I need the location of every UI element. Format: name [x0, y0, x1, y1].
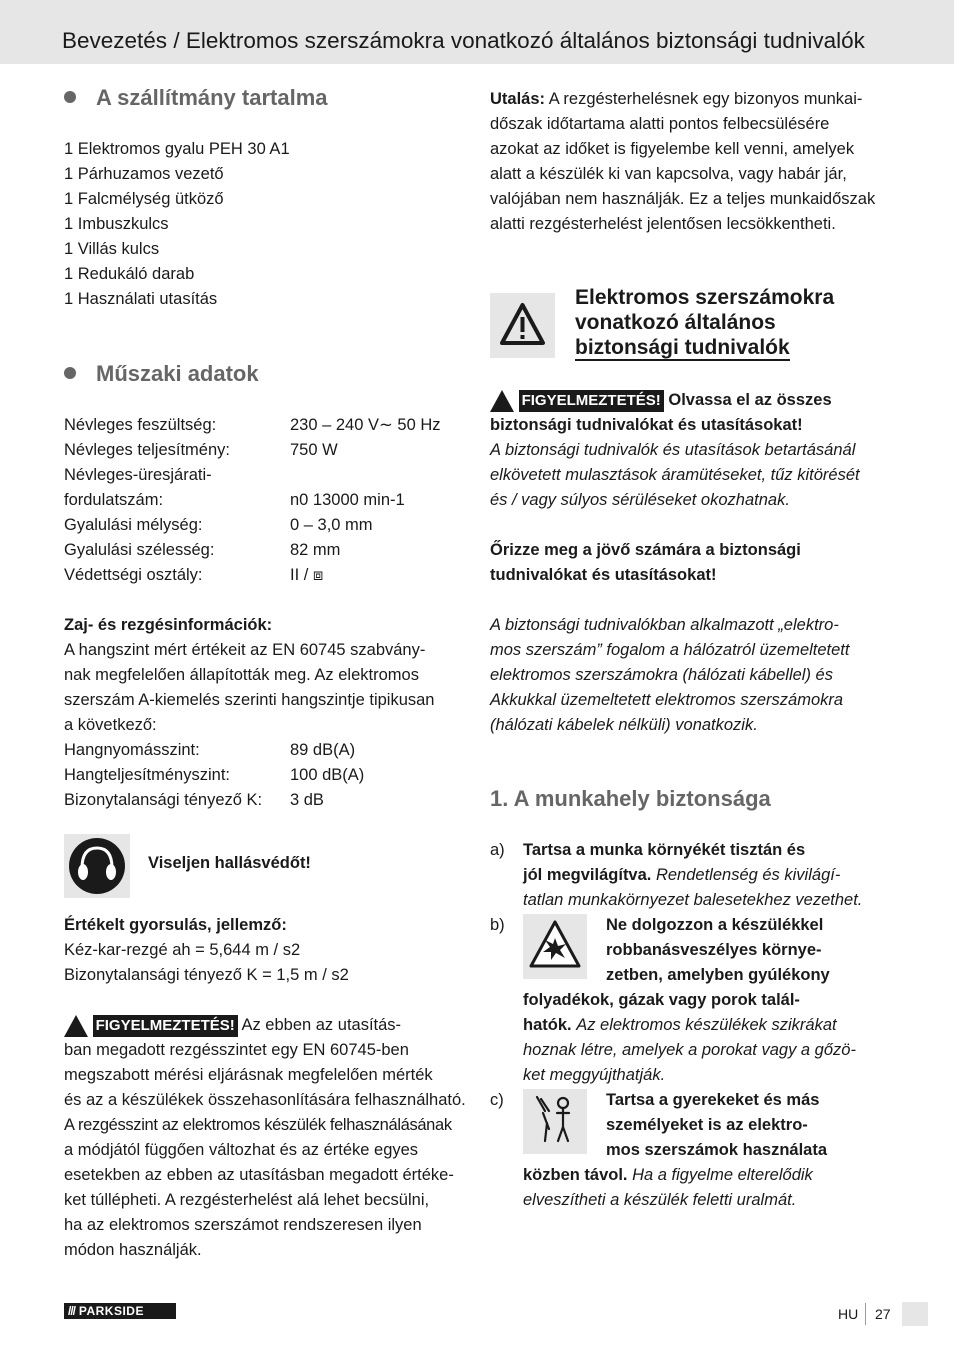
- safety-warning-text: A biztonsági tudnivalók és utasítások betartásánál: [490, 441, 856, 459]
- workplace-heading: 1. A munkahely biztonsága: [490, 786, 771, 811]
- warning-tag: FIGYELMEZTETÉS!: [519, 390, 664, 412]
- spec-value: II / ⧈: [290, 566, 324, 584]
- item-b-line: folyadékok, gázak vagy porok talál-: [523, 991, 800, 1009]
- spec-value: n0 13000 min-1: [290, 491, 405, 509]
- spec-label: Névleges-üresjárati-: [64, 466, 212, 484]
- safety-title-line: biztonsági tudnivalók: [575, 336, 790, 359]
- safety-warning-first: FIGYELMEZTETÉS! Olvassa el az összes: [490, 388, 900, 413]
- noise-table: [64, 738, 464, 813]
- specs-table: [64, 413, 464, 588]
- item-b-line: robbanásveszélyes környe-: [606, 941, 822, 959]
- list-item: 1 Imbuszkulcs: [64, 215, 169, 233]
- item-c-line: közben távol. Ha a figyelme elterelődik: [523, 1166, 813, 1184]
- warning-tag: FIGYELMEZTETÉS!: [93, 1015, 238, 1037]
- spec-label: Névleges feszültség:: [64, 416, 217, 434]
- noise-label: Hangteljesítményszint:: [64, 766, 230, 784]
- noise-text: nak megfelelően állapították meg. Az elektromos: [64, 666, 419, 684]
- noise-value: 89 dB(A): [290, 741, 356, 759]
- workplace-item-b: [523, 988, 903, 1088]
- noise-heading: Zaj- és rezgésinformációk:: [64, 616, 273, 634]
- list-item: 1 Redukáló darab: [64, 265, 195, 283]
- noise-section: [64, 613, 464, 738]
- explosion-hazard-icon: [523, 914, 587, 979]
- warning-triangle-icon: [490, 293, 555, 358]
- definition-line: A biztonsági tudnivalókban alkalmazott „elektro-: [490, 616, 839, 634]
- note-text: alatt a készülék ki van kapcsolva, vagy habár jár,: [490, 165, 847, 183]
- bullet-icon: [64, 91, 76, 103]
- warning-text: módon használják.: [64, 1241, 202, 1259]
- item-c-line: mos szerszámok használata: [606, 1141, 828, 1159]
- list-item: 1 Párhuzamos vezető: [64, 165, 224, 183]
- definition-line: Akkukkal üzemeltetett elektromos szerszámokra: [490, 691, 844, 709]
- page-title: Bevezetés / Elektromos szerszámokra vonatkozó általános biztonsági tudnivalók: [62, 28, 865, 53]
- item-c-line: személyeket is az elektro-: [606, 1116, 808, 1134]
- warning-text: ket túllépheti. A rezgésterhelést alá lehet becsülni,: [64, 1191, 430, 1209]
- warning-text: ha az elektromos szerszámot rendszeresen ilyen: [64, 1216, 422, 1234]
- noise-text: a következő:: [64, 716, 157, 734]
- list-item: 1 Használati utasítás: [64, 290, 218, 308]
- list-item: 1 Elektromos gyalu PEH 30 A1: [64, 140, 290, 158]
- safety-warning: [490, 388, 900, 513]
- vibration-heading: Értékelt gyorsulás, jellemző:: [64, 916, 287, 934]
- vibration-line: Bizonytalansági tényező K = 1,5 m / s2: [64, 966, 349, 984]
- spec-value: 0 – 3,0 mm: [290, 516, 373, 534]
- item-b-line: hoznak létre, amelyek a porokat vagy a gőzö-: [523, 1041, 856, 1059]
- item-b-line: Ne dolgozzon a készülékkel: [606, 916, 824, 934]
- warning-text: megszabott mérési eljárásnak megfelelően mérték: [64, 1066, 433, 1084]
- warning-text: ban megadott rezgésszintet egy EN 60745-ben: [64, 1041, 409, 1059]
- keep-line: Őrizze meg a jövő számára a biztonsági: [490, 541, 801, 559]
- item-b-line: ket meggyújthatják.: [523, 1066, 666, 1084]
- item-b-line: hatók. Az elektromos készülékek szikrákat: [523, 1016, 837, 1034]
- delivery-list: [64, 137, 290, 312]
- noise-value: 3 dB: [290, 791, 324, 809]
- parkside-logo: /// PARKSIDE: [64, 1303, 176, 1319]
- item-b-line: zetben, amelyben gyúlékony: [606, 966, 830, 984]
- workplace-item-c-head: [606, 1088, 896, 1163]
- footer-box: [902, 1302, 928, 1326]
- note-text: valójában nem használják. Ez a teljes munkaidőszak: [490, 190, 876, 208]
- noise-text: szerszám A-kiemelés szerinti hangszintje tipikusan: [64, 691, 435, 709]
- warning-left-first: FIGYELMEZTETÉS! Az ebben az utasítás-: [64, 1013, 474, 1038]
- delivery-heading: A szállítmány tartalma: [64, 85, 328, 111]
- vibration-section: [64, 913, 464, 988]
- safety-title-line: Elektromos szerszámokra: [575, 286, 835, 309]
- definition-line: (hálózati kábelek nélküli) vonatkozik.: [490, 716, 758, 734]
- safety-warning-text: elkövetett mulasztások áramütéseket, tűz kitörését: [490, 466, 860, 484]
- noise-label: Hangnyomásszint:: [64, 741, 200, 759]
- warning-text: a módjától függően változhat és az értéke egyes: [64, 1141, 419, 1159]
- noise-label: Bizonytalansági tényező K:: [64, 791, 263, 809]
- definition-line: elektromos szerszámokra (hálózati kábellel) és: [490, 666, 833, 684]
- spec-value: 750 W: [290, 441, 338, 459]
- language-code: HU: [838, 1306, 859, 1322]
- spec-value: 82 mm: [290, 541, 341, 559]
- definition-text: [490, 613, 900, 738]
- item-letter: a): [490, 841, 505, 859]
- noise-value: 100 dB(A): [290, 766, 365, 784]
- note-section: [490, 87, 890, 237]
- definition-line: mos szerszám” fogalom a hálózatról üzemeltetett: [490, 641, 850, 659]
- spec-label: Névleges teljesítmény:: [64, 441, 230, 459]
- keep-children-away-icon: [523, 1089, 587, 1154]
- spec-label: fordulatszám:: [64, 491, 164, 509]
- item-c-line: elveszítheti a készülék feletti uralmát.: [523, 1191, 797, 1209]
- workplace-item-c: [523, 1163, 903, 1213]
- list-item: 1 Falcmélység ütköző: [64, 190, 224, 208]
- safety-title: [575, 285, 834, 361]
- page-number: 27: [875, 1306, 891, 1322]
- vibration-line: Kéz-kar-rezgé ah = 5,644 m / s2: [64, 941, 301, 959]
- warning-text: A rezgésszint az elektromos készülék felhasználásának: [64, 1116, 452, 1134]
- keep-instructions: [490, 538, 900, 588]
- safety-warning-bold: biztonsági tudnivalókat és utasításokat!: [490, 416, 803, 434]
- safety-warning-text: és / vagy súlyos sérüléseket okozhatnak.: [490, 491, 790, 509]
- spec-value: 230 – 240 V∼ 50 Hz: [290, 416, 441, 434]
- warning-left: [64, 1013, 474, 1263]
- keep-line: tudnivalókat és utasításokat!: [490, 566, 717, 584]
- warning-triangle-icon: [64, 1015, 88, 1037]
- specs-heading: Műszaki adatok: [64, 361, 259, 387]
- item-letter: c): [490, 1091, 504, 1109]
- spec-label: Gyalulási mélység:: [64, 516, 203, 534]
- workplace-item-a: [523, 838, 903, 913]
- page-header: [0, 0, 954, 64]
- warning-text: esetekben az ebben az utasításban megadott értéke-: [64, 1166, 454, 1184]
- list-item: 1 Villás kulcs: [64, 240, 160, 258]
- note-first: Utalás: A rezgésterhelésnek egy bizonyos munkai-: [490, 90, 863, 108]
- spec-label: Gyalulási szélesség:: [64, 541, 215, 559]
- item-c-line: Tartsa a gyerekeket és más: [606, 1091, 820, 1109]
- item-a-line: tatlan munkakörnyezet balesetekhez vezethet.: [523, 891, 863, 909]
- workplace-item-b-head: [606, 913, 896, 988]
- item-a-line: jól megvilágítva. Rendetlenség és kivilágí-: [523, 866, 841, 884]
- ear-protection-note: Viseljen hallásvédőt!: [148, 854, 311, 872]
- noise-text: A hangszint mért értékeit az EN 60745 szabvány-: [64, 641, 426, 659]
- item-a-line: Tartsa a munka környékét tisztán és: [523, 841, 806, 859]
- warning-triangle-icon: [490, 390, 514, 412]
- note-text: dőszak időtartama alatti pontos felbecsülésére: [490, 115, 830, 133]
- safety-title-line: vonatkozó általános: [575, 311, 776, 334]
- note-text: azokat az időket is figyelembe kell venni, amelyek: [490, 140, 855, 158]
- footer-divider: [865, 1303, 866, 1325]
- spec-label: Védettségi osztály:: [64, 566, 203, 584]
- note-text: alatti rezgésterhelést jelentősen lecsökkentheti.: [490, 215, 836, 233]
- item-letter: b): [490, 916, 505, 934]
- bullet-icon: [64, 367, 76, 379]
- hearing-protection-icon: [64, 834, 130, 898]
- warning-text: és az a készülékek összehasonlítására felhasználható.: [64, 1091, 466, 1109]
